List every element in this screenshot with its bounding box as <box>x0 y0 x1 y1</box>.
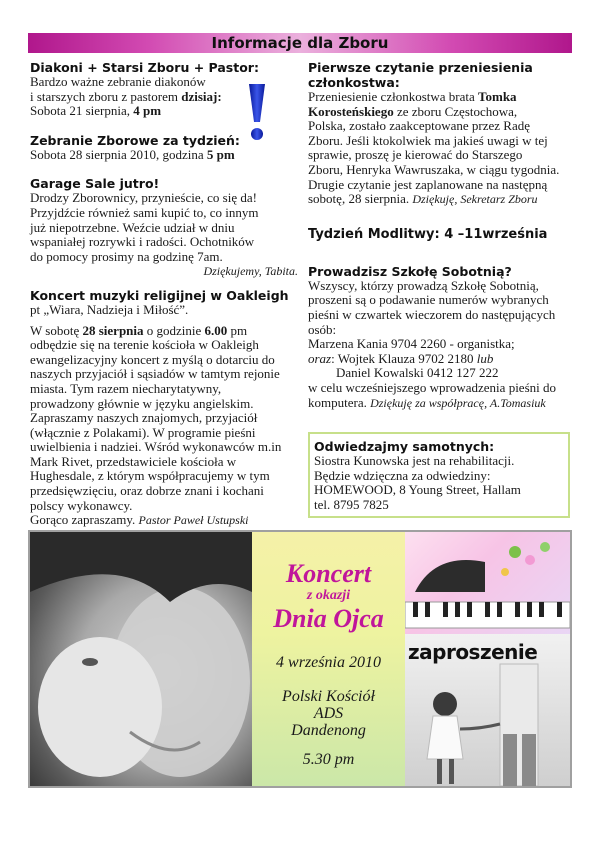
szkola-heading: Prowadzisz Szkołę Sobotnią? <box>308 263 512 279</box>
koncert-line: polscy wykonawcy. <box>30 497 133 513</box>
garage-line: już niepotrzebne. Weźcie udział w dniu <box>30 219 235 235</box>
poster-koncert: Koncert <box>285 559 372 588</box>
koncert-closing: Gorąco zapraszamy. Pastor Paweł Ustupski <box>30 512 249 528</box>
garage-signature: Dziękujemy, Tabita. <box>203 264 298 279</box>
koncert-line: (włącznie z Polakami). W programie pieśni <box>30 424 256 440</box>
diakoni-line: Sobota 21 sierpnia, 4 pm <box>30 103 162 119</box>
odwiedzajmy-line: Będzie wdzięczna za odwiedziny: <box>314 467 491 483</box>
koncert-line: odbędzie się na terenie kościoła w Oakleigh <box>30 337 259 353</box>
koncert-subtitle: pt „Wiara, Nadzieja i Miłość”. <box>30 301 189 317</box>
right-column <box>308 60 576 410</box>
poster-text-panel <box>252 532 405 786</box>
poster-date: 4 września 2010 <box>276 654 381 671</box>
czytanie-line: Zboru. Jeśli ktokolwiek ma jakieś uwagi w tej <box>308 132 548 148</box>
odwiedzajmy-heading: Odwiedzajmy samotnych: <box>314 439 495 454</box>
diakoni-section <box>30 60 298 119</box>
diakoni-line: i starszych zboru z pastorem dzisiaj: <box>30 88 222 104</box>
koncert-line: Zapraszamy naszych znajomych, przyjaciół <box>30 410 258 426</box>
czytanie-line: sprawie, proszę je kierować do Starszego <box>308 147 523 163</box>
odwiedzajmy-box <box>308 432 570 518</box>
poster-zaproszenie: zaproszenie <box>408 640 538 664</box>
szkola-line: oraz: Wojtek Klauza 9702 2180 lub <box>308 350 494 366</box>
odwiedzajmy-line: tel. 8795 7825 <box>314 496 389 512</box>
koncert-line: miasta. Tym razem niecharytatywny, <box>30 380 222 396</box>
garage-line: Przyjdźcie również sami kupić to, co innym <box>30 204 259 220</box>
koncert-line: przedsięwzięciu, oraz dobrze znani i kochani <box>30 483 264 499</box>
czytanie-line: Drugie czytanie jest zaplanowane na następną <box>308 176 548 192</box>
odwiedzajmy-line: HOMEWOOD, 8 Young Street, Hallam <box>314 482 521 498</box>
father-child-photo <box>30 532 252 786</box>
koncert-section <box>30 288 298 528</box>
koncert-line: Mark Rivet, przedstawiciele kościoła w <box>30 453 237 469</box>
modlitwy-heading: Tydzień Modlitwy: 4 –11września <box>308 226 548 242</box>
szkola-section <box>308 264 576 410</box>
poster-time: 5.30 pm <box>302 751 355 768</box>
garage-line: Drodzy Zborownicy, przynieście, co się da! <box>30 190 257 206</box>
koncert-line: Hughesdale, z którym współpracujemy w tym <box>30 468 270 484</box>
father-child-illustration <box>30 532 252 786</box>
poster-z-okazji: z okazji <box>306 588 351 603</box>
czytanie-line: sobotę, 28 sierpnia. Dziękuję, Sekretarz Zboru <box>308 191 538 207</box>
czytanie-heading: Pierwsze czytanie przeniesienia <box>308 60 533 75</box>
szkola-line: w celu wcześniejszego wprowadzenia pieśni do <box>308 379 556 395</box>
szkola-line: pieśni w czwartek wieczorem do następujących <box>308 306 556 322</box>
garage-line: do pomocy prosimy na godzinę 7am. <box>30 248 223 264</box>
szkola-line: Daniel Kowalski 0412 127 222 <box>336 365 499 381</box>
czytanie-section <box>308 60 576 207</box>
section-banner <box>28 33 572 53</box>
szkola-line: osób: <box>308 321 337 337</box>
koncert-heading: Koncert muzyki religijnej w Oakleigh <box>30 287 289 303</box>
banner-title: Informacje dla Zboru <box>211 34 389 52</box>
czytanie-line: Zboru, Henryka Wawruszaka, w ciągu tygodnia. <box>308 161 560 177</box>
garage-line: wspaniałej rozrywki i radości. Ochotników <box>30 234 255 250</box>
garage-section <box>30 176 298 279</box>
concert-poster <box>28 530 572 788</box>
koncert-signature: Pastor Paweł Ustupski <box>138 513 249 528</box>
szkola-signature: Dziękuję za współpracę, A.Tomasiuk <box>370 395 546 410</box>
szkola-line: Marzena Kania 9704 2260 - organistka; <box>308 336 515 352</box>
szkola-line: proszeni są o podawanie numerów wybranych <box>308 292 549 308</box>
koncert-line: W sobotę 28 sierpnia o godzinie 6.00 pm <box>30 322 248 338</box>
czytanie-signature: Dziękuję, Sekretarz Zboru <box>412 192 538 207</box>
zebranie-heading: Zebranie Zborowe za tydzień: <box>30 132 240 148</box>
piano-butterflies-image <box>405 532 570 634</box>
koncert-line: uwielbienia i nadziei. Wśród wykonawców m.in <box>30 439 282 455</box>
diakoni-heading: Diakoni + Starsi Zboru + Pastor: <box>30 60 259 75</box>
garage-heading: Garage Sale jutro! <box>30 176 160 192</box>
szkola-line: komputera. Dziękuję za współpracę, A.Tomasiuk <box>308 394 546 410</box>
czytanie-line: Polska, zostało zaakceptowane przez Radę <box>308 118 530 134</box>
poster-place: Polski Kościół ADS Dandenong <box>282 688 375 739</box>
czytanie-line: Przeniesienie członkostwa brata Tomka <box>308 89 517 104</box>
zebranie-line: Sobota 28 sierpnia 2010, godzina 5 pm <box>30 146 235 162</box>
exclamation-icon <box>246 82 268 142</box>
szkola-line: Wszyscy, którzy prowadzą Szkołę Sobotnią, <box>308 277 539 293</box>
koncert-line: ewangelizacyjny koncert z myślą o dotarciu do <box>30 351 275 367</box>
odwiedzajmy-line: Siostra Kunowska jest na rehabilitacji. <box>314 453 515 468</box>
left-column <box>30 60 298 528</box>
czytanie-heading: członkostwa: <box>308 75 400 90</box>
diakoni-line: Bardzo ważne zebranie diakonów <box>30 74 206 89</box>
piano-icon <box>405 532 570 634</box>
koncert-line: naszych przyjaciół i sąsiadów w tamtym rejonie <box>30 366 280 382</box>
koncert-line: prowadzony głównie w języku angielskim. <box>30 395 254 411</box>
poster-dnia-ojca: Dnia Ojca <box>273 604 384 633</box>
czytanie-line: Korosteńskiego ze zboru Częstochowa, <box>308 103 518 119</box>
